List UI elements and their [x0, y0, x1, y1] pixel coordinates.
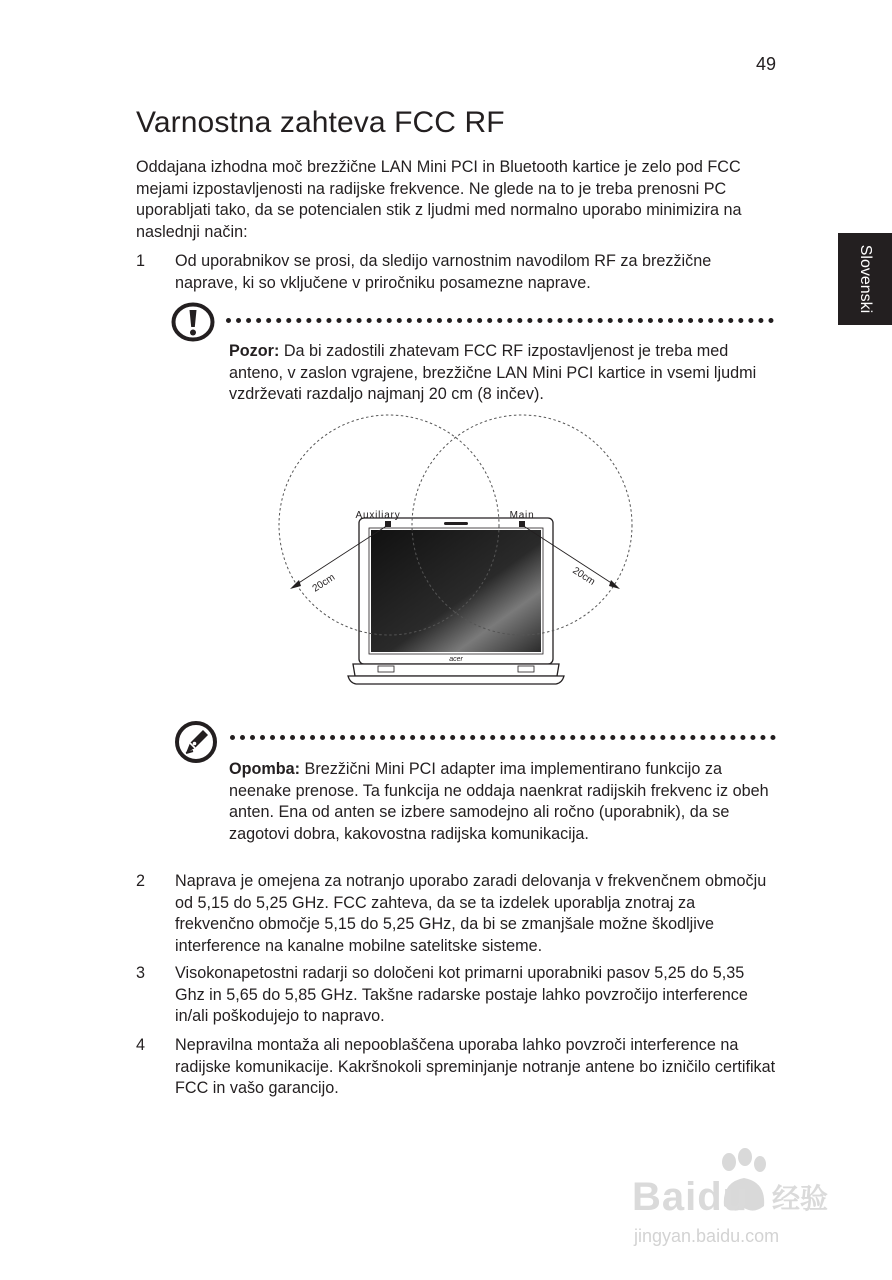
- laptop-logo: acer: [449, 656, 463, 663]
- distance-label-right: 20cm: [570, 565, 597, 588]
- list-item-text: Naprava je omejena za notranjo uporabo zaradi delovanja v frekvenčnem območju od 5,15 do 5,25 GHz. FCC zahteva, da se ta izdelek uporablja znotraj za frekvenčno območje 5,15 do 5,25 GHz, da bi se zmanjšale možne škodljive interference na kanalne mobilne satelitske sisteme.: [175, 872, 767, 955]
- caution-body: Da bi zadostili zhatevam FCC RF izpostavljenost je treba med anteno, v zaslon vgrajene, brezžične LAN Mini PCI kartice in vsemi ljudmi vzdrževati razdaljo najmanj 20 cm (8 inčev).: [229, 342, 757, 403]
- page-number: 49: [755, 54, 776, 74]
- watermark-brand: Baidu: [632, 1175, 749, 1219]
- antenna-diagram: [278, 414, 638, 701]
- intro-paragraph: Oddajana izhodna moč brezžične LAN Mini PCI in Bluetooth kartice je zelo pod FCC mejami izpostavljenosti na radijske frekvence. Ne glede na to je treba prenosni PC uporabljati tako, da se potencialen stik z ljudmi med normalno uporabo minimizira na naslednji način:: [136, 158, 742, 241]
- list-item-text: Visokonapetostni radarji so določeni kot primarni uporabniki pasov 5,25 do 5,35 Ghz in 5,65 do 5,85 GHz. Takšne radarske postaje lahko povzročijo interference in/ali poškodujejo to napravo.: [175, 964, 748, 1025]
- list-item-number: 1: [136, 252, 146, 270]
- caution-text: [229, 341, 769, 406]
- auxiliary-label: Auxiliary: [355, 510, 401, 521]
- watermark-url: jingyan.baidu.com: [634, 1226, 780, 1246]
- pen-circle-icon: [174, 720, 218, 769]
- watermark-brand-cn: 经验: [772, 1182, 829, 1215]
- exclamation-circle-icon: [171, 302, 215, 347]
- list-item-number: 4: [136, 1036, 146, 1054]
- note-body: Brezžični Mini PCI adapter ima implementirano funkcijo za neenake prenose. Ta funkcija ne oddaja naenkrat radijskih frekvenc iz obeh anten. Ena od anten se izbere samodejno ali ročno (uporabnik), da se zagotovi dobra, kakovostna radijska komunikacija.: [229, 760, 769, 843]
- main-label: Main: [509, 510, 535, 521]
- caution-label: Pozor:: [229, 342, 280, 360]
- distance-label-left: 20cm: [310, 571, 338, 595]
- baidu-watermark: [632, 1148, 847, 1253]
- list-item: [136, 963, 776, 1028]
- language-side-tab-label: Slovenski: [857, 244, 874, 314]
- list-item-text: Od uporabnikov se prosi, da sledijo varnostnim navodilom RF za brezžične naprave, ki so vključene v priročniku posamezne naprave.: [175, 252, 712, 292]
- list-item: [136, 1035, 776, 1100]
- page-title: Varnostna zahteva FCC RF: [136, 106, 505, 139]
- list-item: [136, 251, 776, 294]
- language-side-tab: [838, 233, 892, 325]
- list-item: [136, 871, 776, 957]
- note-divider: [230, 735, 776, 740]
- list-item-number: 2: [136, 872, 146, 890]
- note-text: [229, 759, 774, 845]
- list-item-number: 3: [136, 964, 146, 982]
- laptop-illustration: [348, 518, 564, 684]
- caution-divider: [226, 318, 774, 323]
- note-label: Opomba:: [229, 760, 301, 778]
- list-item-text: Nepravilna montaža ali nepooblaščena uporaba lahko povzroči interference na radijske komunikacije. Kakršnokoli spreminjanje notranje antene bo izničilo certifikat FCC in vašo garancijo.: [175, 1036, 776, 1097]
